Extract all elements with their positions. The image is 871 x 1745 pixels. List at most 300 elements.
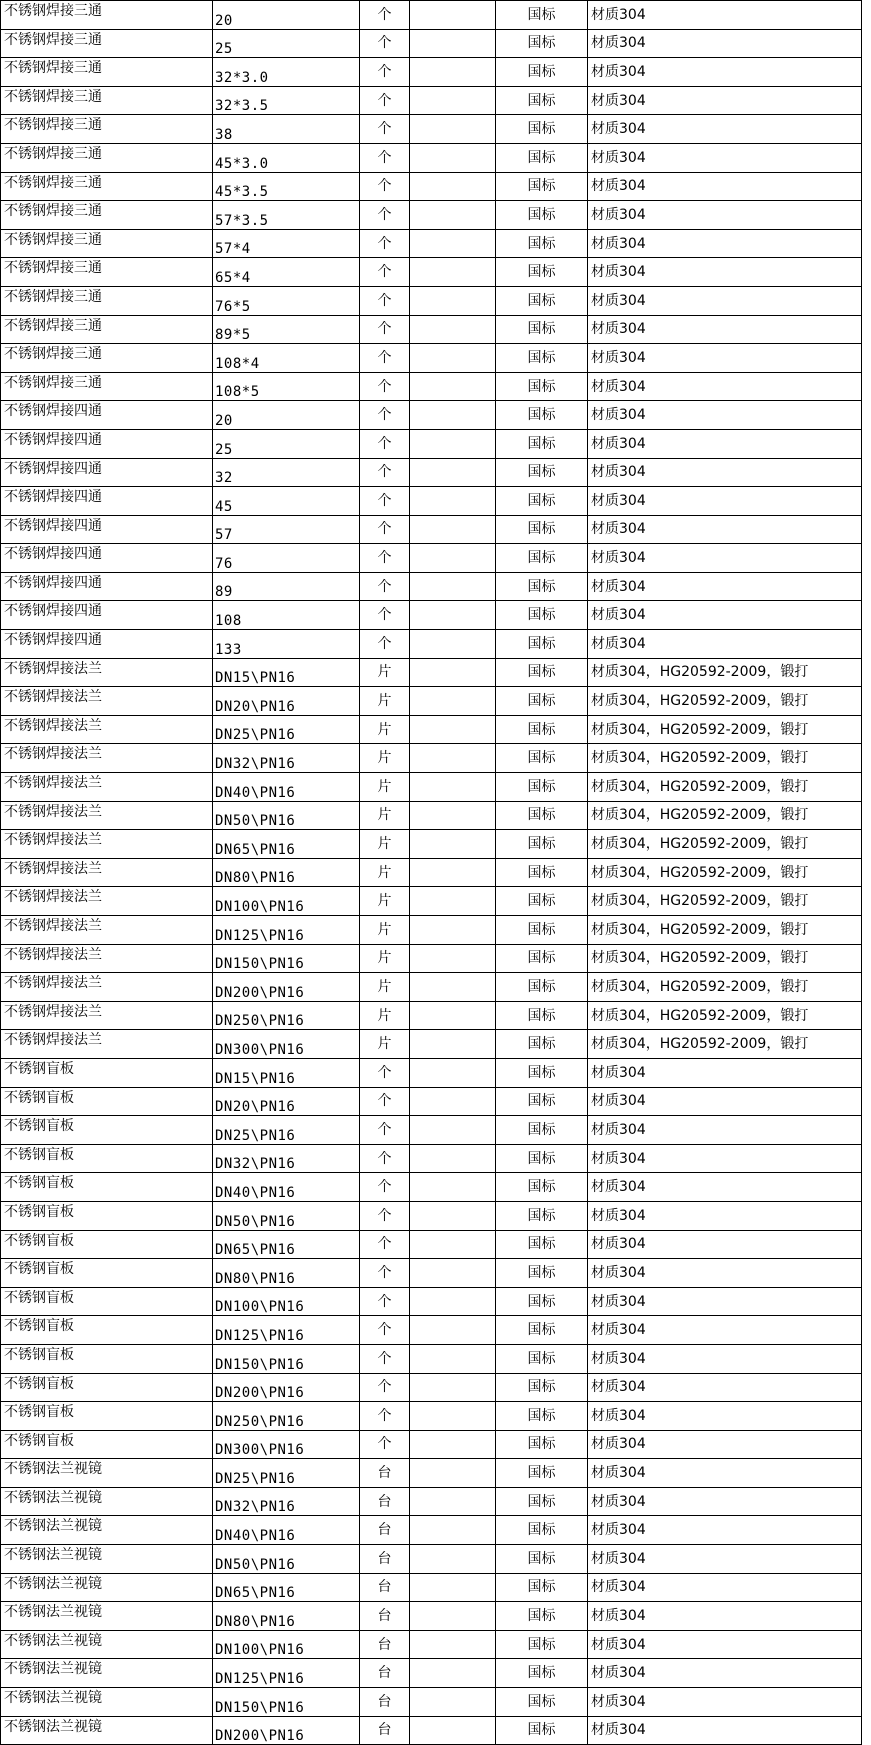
item-name-cell[interactable]: 不锈钢焊接法兰 (1, 687, 213, 716)
standard-cell[interactable]: 国标 (496, 1259, 588, 1288)
empty-cell[interactable] (410, 115, 496, 144)
note-cell[interactable]: 材质304 (588, 1602, 862, 1631)
note-cell[interactable]: 材质304 (588, 487, 862, 516)
standard-cell[interactable]: 国标 (496, 1144, 588, 1173)
unit-cell[interactable]: 片 (360, 1030, 410, 1059)
unit-cell[interactable]: 个 (360, 229, 410, 258)
item-name-cell[interactable]: 不锈钢焊接法兰 (1, 830, 213, 859)
note-cell[interactable]: 材质304，HG20592-2009，锻打 (588, 916, 862, 945)
unit-cell[interactable]: 个 (360, 258, 410, 287)
standard-cell[interactable]: 国标 (496, 1201, 588, 1230)
unit-cell[interactable]: 个 (360, 1230, 410, 1259)
unit-cell[interactable]: 个 (360, 86, 410, 115)
spec-cell[interactable]: DN200\PN16 (213, 973, 360, 1002)
unit-cell[interactable]: 片 (360, 887, 410, 916)
spec-cell[interactable]: DN50\PN16 (213, 1201, 360, 1230)
spec-cell[interactable]: 65*4 (213, 258, 360, 287)
standard-cell[interactable]: 国标 (496, 1430, 588, 1459)
item-name-cell[interactable]: 不锈钢焊接四通 (1, 487, 213, 516)
item-name-cell[interactable]: 不锈钢法兰视镜 (1, 1459, 213, 1488)
empty-cell[interactable] (410, 1630, 496, 1659)
spec-cell[interactable]: DN65\PN16 (213, 1230, 360, 1259)
note-cell[interactable]: 材质304，HG20592-2009，锻打 (588, 801, 862, 830)
standard-cell[interactable]: 国标 (496, 143, 588, 172)
standard-cell[interactable]: 国标 (496, 1344, 588, 1373)
item-name-cell[interactable]: 不锈钢焊接法兰 (1, 773, 213, 802)
spec-cell[interactable]: DN50\PN16 (213, 1545, 360, 1574)
standard-cell[interactable]: 国标 (496, 1630, 588, 1659)
spec-cell[interactable]: DN40\PN16 (213, 773, 360, 802)
unit-cell[interactable]: 个 (360, 344, 410, 373)
note-cell[interactable]: 材质304 (588, 601, 862, 630)
standard-cell[interactable]: 国标 (496, 1688, 588, 1717)
unit-cell[interactable]: 个 (360, 1116, 410, 1145)
note-cell[interactable]: 材质304 (588, 1287, 862, 1316)
empty-cell[interactable] (410, 572, 496, 601)
note-cell[interactable]: 材质304 (588, 1659, 862, 1688)
standard-cell[interactable]: 国标 (496, 858, 588, 887)
item-name-cell[interactable]: 不锈钢焊接四通 (1, 458, 213, 487)
standard-cell[interactable]: 国标 (496, 887, 588, 916)
note-cell[interactable]: 材质304 (588, 1459, 862, 1488)
empty-cell[interactable] (410, 1058, 496, 1087)
unit-cell[interactable]: 个 (360, 1344, 410, 1373)
item-name-cell[interactable]: 不锈钢法兰视镜 (1, 1688, 213, 1717)
standard-cell[interactable]: 国标 (496, 286, 588, 315)
note-cell[interactable]: 材质304 (588, 1716, 862, 1745)
empty-cell[interactable] (410, 372, 496, 401)
item-name-cell[interactable]: 不锈钢盲板 (1, 1230, 213, 1259)
item-name-cell[interactable]: 不锈钢盲板 (1, 1344, 213, 1373)
note-cell[interactable]: 材质304 (588, 344, 862, 373)
unit-cell[interactable]: 个 (360, 1316, 410, 1345)
empty-cell[interactable] (410, 715, 496, 744)
spec-cell[interactable]: DN65\PN16 (213, 1573, 360, 1602)
empty-cell[interactable] (410, 944, 496, 973)
empty-cell[interactable] (410, 1230, 496, 1259)
spec-cell[interactable]: 45*3.0 (213, 143, 360, 172)
standard-cell[interactable]: 国标 (496, 1087, 588, 1116)
item-name-cell[interactable]: 不锈钢焊接法兰 (1, 744, 213, 773)
standard-cell[interactable]: 国标 (496, 1459, 588, 1488)
note-cell[interactable]: 材质304 (588, 544, 862, 573)
empty-cell[interactable] (410, 858, 496, 887)
spec-cell[interactable]: 20 (213, 401, 360, 430)
empty-cell[interactable] (410, 172, 496, 201)
standard-cell[interactable]: 国标 (496, 86, 588, 115)
note-cell[interactable]: 材质304，HG20592-2009，锻打 (588, 715, 862, 744)
standard-cell[interactable]: 国标 (496, 1030, 588, 1059)
note-cell[interactable]: 材质304 (588, 1058, 862, 1087)
standard-cell[interactable]: 国标 (496, 801, 588, 830)
note-cell[interactable]: 材质304，HG20592-2009，锻打 (588, 1030, 862, 1059)
spec-cell[interactable]: DN32\PN16 (213, 1487, 360, 1516)
unit-cell[interactable]: 个 (360, 515, 410, 544)
note-cell[interactable]: 材质304 (588, 1259, 862, 1288)
note-cell[interactable]: 材质304 (588, 86, 862, 115)
standard-cell[interactable]: 国标 (496, 687, 588, 716)
note-cell[interactable]: 材质304 (588, 458, 862, 487)
unit-cell[interactable]: 个 (360, 601, 410, 630)
unit-cell[interactable]: 片 (360, 687, 410, 716)
unit-cell[interactable]: 个 (360, 487, 410, 516)
standard-cell[interactable]: 国标 (496, 773, 588, 802)
note-cell[interactable]: 材质304，HG20592-2009，锻打 (588, 773, 862, 802)
item-name-cell[interactable]: 不锈钢焊接四通 (1, 630, 213, 659)
unit-cell[interactable]: 片 (360, 773, 410, 802)
unit-cell[interactable]: 个 (360, 143, 410, 172)
unit-cell[interactable]: 台 (360, 1688, 410, 1717)
spec-cell[interactable]: DN50\PN16 (213, 801, 360, 830)
unit-cell[interactable]: 台 (360, 1573, 410, 1602)
spec-cell[interactable]: DN80\PN16 (213, 1259, 360, 1288)
empty-cell[interactable] (410, 1430, 496, 1459)
standard-cell[interactable]: 国标 (496, 172, 588, 201)
standard-cell[interactable]: 国标 (496, 601, 588, 630)
spec-cell[interactable]: DN100\PN16 (213, 1630, 360, 1659)
standard-cell[interactable]: 国标 (496, 58, 588, 87)
spec-cell[interactable]: 108*4 (213, 344, 360, 373)
note-cell[interactable]: 材质304 (588, 1373, 862, 1402)
item-name-cell[interactable]: 不锈钢焊接法兰 (1, 858, 213, 887)
note-cell[interactable]: 材质304 (588, 1201, 862, 1230)
standard-cell[interactable]: 国标 (496, 1316, 588, 1345)
spec-cell[interactable]: 45*3.5 (213, 172, 360, 201)
note-cell[interactable]: 材质304 (588, 1173, 862, 1202)
unit-cell[interactable]: 片 (360, 916, 410, 945)
standard-cell[interactable]: 国标 (496, 115, 588, 144)
note-cell[interactable]: 材质304 (588, 1545, 862, 1574)
note-cell[interactable]: 材质304 (588, 372, 862, 401)
note-cell[interactable]: 材质304 (588, 572, 862, 601)
spec-cell[interactable]: DN100\PN16 (213, 1287, 360, 1316)
spec-cell[interactable]: 108 (213, 601, 360, 630)
standard-cell[interactable]: 国标 (496, 429, 588, 458)
spec-cell[interactable]: DN20\PN16 (213, 1087, 360, 1116)
unit-cell[interactable]: 台 (360, 1659, 410, 1688)
standard-cell[interactable]: 国标 (496, 401, 588, 430)
unit-cell[interactable]: 个 (360, 401, 410, 430)
item-name-cell[interactable]: 不锈钢盲板 (1, 1287, 213, 1316)
note-cell[interactable]: 材质304 (588, 143, 862, 172)
spec-cell[interactable]: 45 (213, 487, 360, 516)
unit-cell[interactable]: 台 (360, 1545, 410, 1574)
standard-cell[interactable]: 国标 (496, 715, 588, 744)
note-cell[interactable]: 材质304 (588, 1688, 862, 1717)
empty-cell[interactable] (410, 630, 496, 659)
spec-cell[interactable]: 57*3.5 (213, 201, 360, 230)
spec-cell[interactable]: DN80\PN16 (213, 1602, 360, 1631)
standard-cell[interactable]: 国标 (496, 830, 588, 859)
standard-cell[interactable]: 国标 (496, 315, 588, 344)
note-cell[interactable]: 材质304 (588, 1516, 862, 1545)
empty-cell[interactable] (410, 1316, 496, 1345)
spec-cell[interactable]: DN80\PN16 (213, 858, 360, 887)
unit-cell[interactable]: 个 (360, 58, 410, 87)
item-name-cell[interactable]: 不锈钢盲板 (1, 1201, 213, 1230)
empty-cell[interactable] (410, 258, 496, 287)
item-name-cell[interactable]: 不锈钢焊接三通 (1, 86, 213, 115)
unit-cell[interactable]: 个 (360, 1201, 410, 1230)
item-name-cell[interactable]: 不锈钢焊接四通 (1, 572, 213, 601)
standard-cell[interactable]: 国标 (496, 1602, 588, 1631)
note-cell[interactable]: 材质304，HG20592-2009，锻打 (588, 944, 862, 973)
spec-cell[interactable]: DN125\PN16 (213, 1659, 360, 1688)
empty-cell[interactable] (410, 1516, 496, 1545)
note-cell[interactable]: 材质304 (588, 429, 862, 458)
standard-cell[interactable]: 国标 (496, 1487, 588, 1516)
standard-cell[interactable]: 国标 (496, 515, 588, 544)
item-name-cell[interactable]: 不锈钢焊接三通 (1, 315, 213, 344)
empty-cell[interactable] (410, 29, 496, 58)
standard-cell[interactable]: 国标 (496, 1545, 588, 1574)
note-cell[interactable]: 材质304 (588, 1, 862, 30)
note-cell[interactable]: 材质304 (588, 258, 862, 287)
standard-cell[interactable]: 国标 (496, 258, 588, 287)
unit-cell[interactable]: 个 (360, 315, 410, 344)
note-cell[interactable]: 材质304，HG20592-2009，锻打 (588, 1001, 862, 1030)
empty-cell[interactable] (410, 887, 496, 916)
item-name-cell[interactable]: 不锈钢焊接三通 (1, 115, 213, 144)
unit-cell[interactable]: 个 (360, 1144, 410, 1173)
item-name-cell[interactable]: 不锈钢法兰视镜 (1, 1602, 213, 1631)
note-cell[interactable]: 材质304 (588, 58, 862, 87)
item-name-cell[interactable]: 不锈钢焊接法兰 (1, 973, 213, 1002)
note-cell[interactable]: 材质304 (588, 1230, 862, 1259)
unit-cell[interactable]: 个 (360, 115, 410, 144)
empty-cell[interactable] (410, 1087, 496, 1116)
note-cell[interactable]: 材质304 (588, 115, 862, 144)
unit-cell[interactable]: 个 (360, 29, 410, 58)
spec-cell[interactable]: 25 (213, 29, 360, 58)
spec-cell[interactable]: DN125\PN16 (213, 1316, 360, 1345)
empty-cell[interactable] (410, 916, 496, 945)
item-name-cell[interactable]: 不锈钢焊接法兰 (1, 1001, 213, 1030)
empty-cell[interactable] (410, 344, 496, 373)
empty-cell[interactable] (410, 830, 496, 859)
unit-cell[interactable]: 个 (360, 1173, 410, 1202)
note-cell[interactable]: 材质304 (588, 201, 862, 230)
item-name-cell[interactable]: 不锈钢焊接法兰 (1, 715, 213, 744)
empty-cell[interactable] (410, 801, 496, 830)
empty-cell[interactable] (410, 286, 496, 315)
item-name-cell[interactable]: 不锈钢盲板 (1, 1373, 213, 1402)
empty-cell[interactable] (410, 1259, 496, 1288)
spec-cell[interactable]: DN200\PN16 (213, 1373, 360, 1402)
empty-cell[interactable] (410, 58, 496, 87)
item-name-cell[interactable]: 不锈钢焊接法兰 (1, 944, 213, 973)
item-name-cell[interactable]: 不锈钢焊接三通 (1, 201, 213, 230)
standard-cell[interactable]: 国标 (496, 1516, 588, 1545)
item-name-cell[interactable]: 不锈钢焊接法兰 (1, 916, 213, 945)
empty-cell[interactable] (410, 1144, 496, 1173)
standard-cell[interactable]: 国标 (496, 1402, 588, 1431)
spec-cell[interactable]: DN125\PN16 (213, 916, 360, 945)
note-cell[interactable]: 材质304，HG20592-2009，锻打 (588, 858, 862, 887)
note-cell[interactable]: 材质304，HG20592-2009，锻打 (588, 658, 862, 687)
item-name-cell[interactable]: 不锈钢焊接三通 (1, 1, 213, 30)
item-name-cell[interactable]: 不锈钢盲板 (1, 1259, 213, 1288)
standard-cell[interactable]: 国标 (496, 1573, 588, 1602)
empty-cell[interactable] (410, 515, 496, 544)
spec-cell[interactable]: 76 (213, 544, 360, 573)
empty-cell[interactable] (410, 1688, 496, 1717)
spec-cell[interactable]: DN25\PN16 (213, 715, 360, 744)
item-name-cell[interactable]: 不锈钢焊接三通 (1, 286, 213, 315)
unit-cell[interactable]: 个 (360, 630, 410, 659)
empty-cell[interactable] (410, 1402, 496, 1431)
empty-cell[interactable] (410, 744, 496, 773)
item-name-cell[interactable]: 不锈钢焊接四通 (1, 601, 213, 630)
item-name-cell[interactable]: 不锈钢法兰视镜 (1, 1516, 213, 1545)
standard-cell[interactable]: 国标 (496, 1058, 588, 1087)
note-cell[interactable]: 材质304 (588, 29, 862, 58)
standard-cell[interactable]: 国标 (496, 1001, 588, 1030)
empty-cell[interactable] (410, 601, 496, 630)
empty-cell[interactable] (410, 229, 496, 258)
spec-cell[interactable]: 32 (213, 458, 360, 487)
spec-cell[interactable]: DN150\PN16 (213, 1688, 360, 1717)
unit-cell[interactable]: 个 (360, 1087, 410, 1116)
empty-cell[interactable] (410, 1344, 496, 1373)
unit-cell[interactable]: 个 (360, 1287, 410, 1316)
empty-cell[interactable] (410, 687, 496, 716)
item-name-cell[interactable]: 不锈钢焊接三通 (1, 143, 213, 172)
unit-cell[interactable]: 个 (360, 1430, 410, 1459)
standard-cell[interactable]: 国标 (496, 1659, 588, 1688)
standard-cell[interactable]: 国标 (496, 744, 588, 773)
unit-cell[interactable]: 个 (360, 572, 410, 601)
item-name-cell[interactable]: 不锈钢法兰视镜 (1, 1659, 213, 1688)
note-cell[interactable]: 材质304 (588, 1630, 862, 1659)
item-name-cell[interactable]: 不锈钢法兰视镜 (1, 1716, 213, 1745)
empty-cell[interactable] (410, 1659, 496, 1688)
standard-cell[interactable]: 国标 (496, 973, 588, 1002)
spec-cell[interactable]: DN150\PN16 (213, 1344, 360, 1373)
empty-cell[interactable] (410, 1201, 496, 1230)
standard-cell[interactable]: 国标 (496, 229, 588, 258)
spec-cell[interactable]: DN250\PN16 (213, 1001, 360, 1030)
unit-cell[interactable]: 台 (360, 1459, 410, 1488)
standard-cell[interactable]: 国标 (496, 487, 588, 516)
spec-cell[interactable]: 38 (213, 115, 360, 144)
unit-cell[interactable]: 个 (360, 429, 410, 458)
standard-cell[interactable]: 国标 (496, 1173, 588, 1202)
standard-cell[interactable]: 国标 (496, 1230, 588, 1259)
spec-cell[interactable]: DN25\PN16 (213, 1459, 360, 1488)
empty-cell[interactable] (410, 1116, 496, 1145)
unit-cell[interactable]: 片 (360, 801, 410, 830)
spec-cell[interactable]: DN65\PN16 (213, 830, 360, 859)
standard-cell[interactable]: 国标 (496, 1373, 588, 1402)
note-cell[interactable]: 材质304 (588, 1316, 862, 1345)
empty-cell[interactable] (410, 86, 496, 115)
note-cell[interactable]: 材质304，HG20592-2009，锻打 (588, 830, 862, 859)
spec-cell[interactable]: DN40\PN16 (213, 1516, 360, 1545)
empty-cell[interactable] (410, 458, 496, 487)
unit-cell[interactable]: 个 (360, 458, 410, 487)
standard-cell[interactable]: 国标 (496, 630, 588, 659)
empty-cell[interactable] (410, 1030, 496, 1059)
note-cell[interactable]: 材质304，HG20592-2009，锻打 (588, 744, 862, 773)
item-name-cell[interactable]: 不锈钢焊接三通 (1, 172, 213, 201)
standard-cell[interactable]: 国标 (496, 29, 588, 58)
standard-cell[interactable]: 国标 (496, 1716, 588, 1745)
item-name-cell[interactable]: 不锈钢焊接三通 (1, 344, 213, 373)
item-name-cell[interactable]: 不锈钢焊接四通 (1, 429, 213, 458)
item-name-cell[interactable]: 不锈钢焊接三通 (1, 372, 213, 401)
empty-cell[interactable] (410, 1, 496, 30)
spec-cell[interactable]: DN15\PN16 (213, 658, 360, 687)
spec-cell[interactable]: DN300\PN16 (213, 1430, 360, 1459)
standard-cell[interactable]: 国标 (496, 1116, 588, 1145)
empty-cell[interactable] (410, 1602, 496, 1631)
note-cell[interactable]: 材质304 (588, 1402, 862, 1431)
spec-cell[interactable]: DN32\PN16 (213, 744, 360, 773)
standard-cell[interactable]: 国标 (496, 458, 588, 487)
empty-cell[interactable] (410, 1287, 496, 1316)
empty-cell[interactable] (410, 1173, 496, 1202)
spec-cell[interactable]: DN150\PN16 (213, 944, 360, 973)
note-cell[interactable]: 材质304 (588, 1430, 862, 1459)
empty-cell[interactable] (410, 658, 496, 687)
note-cell[interactable]: 材质304 (588, 229, 862, 258)
standard-cell[interactable]: 国标 (496, 344, 588, 373)
spec-cell[interactable]: 89 (213, 572, 360, 601)
spec-cell[interactable]: DN250\PN16 (213, 1402, 360, 1431)
item-name-cell[interactable]: 不锈钢焊接法兰 (1, 1030, 213, 1059)
note-cell[interactable]: 材质304 (588, 630, 862, 659)
item-name-cell[interactable]: 不锈钢盲板 (1, 1144, 213, 1173)
note-cell[interactable]: 材质304 (588, 172, 862, 201)
spec-cell[interactable]: 133 (213, 630, 360, 659)
unit-cell[interactable]: 台 (360, 1602, 410, 1631)
standard-cell[interactable]: 国标 (496, 372, 588, 401)
spec-cell[interactable]: DN25\PN16 (213, 1116, 360, 1145)
empty-cell[interactable] (410, 1545, 496, 1574)
empty-cell[interactable] (410, 401, 496, 430)
spec-cell[interactable]: 89*5 (213, 315, 360, 344)
spec-cell[interactable]: DN15\PN16 (213, 1058, 360, 1087)
unit-cell[interactable]: 台 (360, 1487, 410, 1516)
standard-cell[interactable]: 国标 (496, 1287, 588, 1316)
unit-cell[interactable]: 台 (360, 1716, 410, 1745)
spec-cell[interactable]: 76*5 (213, 286, 360, 315)
spec-cell[interactable]: DN300\PN16 (213, 1030, 360, 1059)
empty-cell[interactable] (410, 315, 496, 344)
unit-cell[interactable]: 个 (360, 544, 410, 573)
unit-cell[interactable]: 台 (360, 1630, 410, 1659)
unit-cell[interactable]: 片 (360, 744, 410, 773)
empty-cell[interactable] (410, 773, 496, 802)
item-name-cell[interactable]: 不锈钢盲板 (1, 1087, 213, 1116)
note-cell[interactable]: 材质304，HG20592-2009，锻打 (588, 687, 862, 716)
unit-cell[interactable]: 个 (360, 286, 410, 315)
unit-cell[interactable]: 个 (360, 201, 410, 230)
standard-cell[interactable]: 国标 (496, 944, 588, 973)
unit-cell[interactable]: 个 (360, 1259, 410, 1288)
standard-cell[interactable]: 国标 (496, 658, 588, 687)
note-cell[interactable]: 材质304 (588, 1116, 862, 1145)
unit-cell[interactable]: 个 (360, 372, 410, 401)
item-name-cell[interactable]: 不锈钢盲板 (1, 1116, 213, 1145)
standard-cell[interactable]: 国标 (496, 916, 588, 945)
spec-cell[interactable]: 20 (213, 1, 360, 30)
spec-cell[interactable]: 32*3.5 (213, 86, 360, 115)
unit-cell[interactable]: 个 (360, 1, 410, 30)
spec-cell[interactable]: 57*4 (213, 229, 360, 258)
empty-cell[interactable] (410, 429, 496, 458)
